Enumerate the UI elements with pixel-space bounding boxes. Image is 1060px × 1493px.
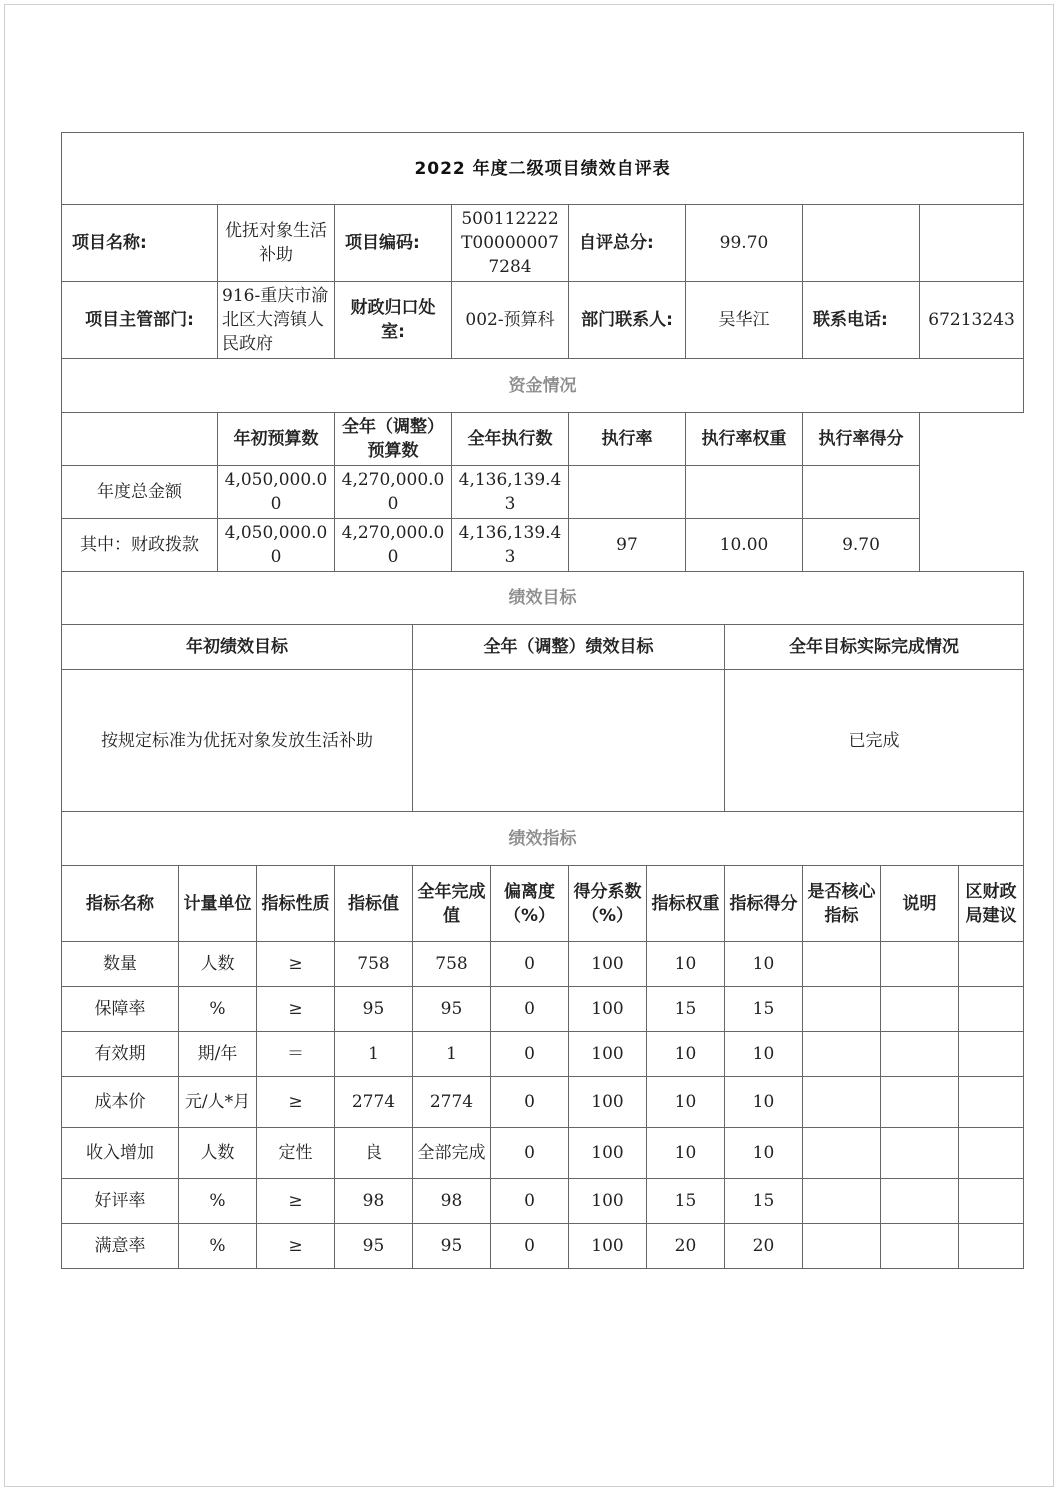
funds-cell	[686, 466, 803, 519]
goals-header: 全年目标实际完成情况	[725, 625, 1024, 670]
project-code-label: 项目编码:	[335, 205, 452, 282]
indicator-cell: %	[179, 1179, 257, 1224]
funds-header: 执行率权重	[686, 413, 803, 466]
indicator-cell: 2774	[335, 1077, 413, 1128]
indicator-cell: 有效期	[62, 1032, 179, 1077]
indicators-section-title: 绩效指标	[62, 812, 1024, 866]
project-name: 优抚对象生活补助	[218, 205, 335, 282]
indicator-cell: ＝	[257, 1032, 335, 1077]
indicator-cell: 100	[569, 942, 647, 987]
self-score: 99.70	[686, 205, 803, 282]
indicator-cell	[881, 987, 959, 1032]
indicator-cell: 95	[335, 1224, 413, 1269]
funds-header-blank	[62, 413, 218, 466]
indicator-cell: 人数	[179, 942, 257, 987]
indicator-cell: 收入增加	[62, 1128, 179, 1179]
indicator-header: 是否核心指标	[803, 866, 881, 942]
funds-cell	[569, 466, 686, 519]
goal-actual: 已完成	[725, 670, 1024, 812]
indicator-cell: 好评率	[62, 1179, 179, 1224]
indicator-cell	[803, 942, 881, 987]
funds-cell: 97	[569, 519, 686, 572]
funds-cell: 9.70	[803, 519, 920, 572]
funds-header: 全年（调整）预算数	[335, 413, 452, 466]
indicator-cell	[881, 1077, 959, 1128]
indicator-cell	[803, 987, 881, 1032]
funds-header: 全年执行数	[452, 413, 569, 466]
indicator-cell	[959, 1077, 1024, 1128]
funds-header: 执行率得分	[803, 413, 920, 466]
indicator-cell: 10	[725, 1032, 803, 1077]
indicator-cell	[959, 1128, 1024, 1179]
indicator-header: 指标权重	[647, 866, 725, 942]
indicator-cell: 0	[491, 1032, 569, 1077]
indicator-cell: ≥	[257, 987, 335, 1032]
indicator-cell: 1	[413, 1032, 491, 1077]
indicator-cell: 100	[569, 1128, 647, 1179]
finance-office-label: 财政归口处室:	[335, 282, 452, 359]
indicator-row	[62, 1128, 1024, 1179]
indicator-cell: 数量	[62, 942, 179, 987]
indicator-cell: 15	[647, 1179, 725, 1224]
indicator-cell: 15	[647, 987, 725, 1032]
funds-header: 年初预算数	[218, 413, 335, 466]
indicator-cell: 100	[569, 1179, 647, 1224]
indicator-cell: 758	[413, 942, 491, 987]
project-code: 500112222T000000077284	[452, 205, 569, 282]
indicator-cell: %	[179, 987, 257, 1032]
indicator-cell: 0	[491, 1179, 569, 1224]
funds-header: 执行率	[569, 413, 686, 466]
indicator-cell: 10	[647, 1128, 725, 1179]
indicator-cell: 2774	[413, 1077, 491, 1128]
indicator-cell: 0	[491, 987, 569, 1032]
indicator-cell: 10	[647, 942, 725, 987]
goals-section-title: 绩效目标	[62, 572, 1024, 625]
contact: 吴华江	[686, 282, 803, 359]
indicator-cell	[881, 1032, 959, 1077]
indicator-header: 得分系数（%）	[569, 866, 647, 942]
indicator-cell	[881, 1128, 959, 1179]
indicator-cell: 满意率	[62, 1224, 179, 1269]
indicator-cell: 100	[569, 1224, 647, 1269]
indicator-cell: ≥	[257, 942, 335, 987]
indicator-cell: 10	[725, 1077, 803, 1128]
indicator-cell: 10	[725, 942, 803, 987]
goal-adjusted	[413, 670, 725, 812]
phone-label: 联系电话:	[803, 282, 920, 359]
indicator-cell: 成本价	[62, 1077, 179, 1128]
goal-initial: 按规定标准为优抚对象发放生活补助	[62, 670, 413, 812]
indicator-header: 全年完成值	[413, 866, 491, 942]
indicator-cell	[959, 987, 1024, 1032]
indicator-cell	[803, 1179, 881, 1224]
indicator-cell: %	[179, 1224, 257, 1269]
indicator-cell	[881, 1224, 959, 1269]
indicator-cell: 良	[335, 1128, 413, 1179]
indicator-header: 区财政局建议	[959, 866, 1024, 942]
indicator-cell: 定性	[257, 1128, 335, 1179]
indicator-cell: 0	[491, 942, 569, 987]
indicator-cell: 全部完成	[413, 1128, 491, 1179]
phone: 67213243	[920, 282, 1024, 359]
indicator-header: 计量单位	[179, 866, 257, 942]
indicator-cell: 95	[335, 987, 413, 1032]
indicator-cell: 0	[491, 1224, 569, 1269]
funds-cell: 4,270,000.00	[335, 466, 452, 519]
indicator-cell: 15	[725, 1179, 803, 1224]
funds-cell: 4,050,000.00	[218, 466, 335, 519]
indicator-header: 指标得分	[725, 866, 803, 942]
indicator-cell: 元/人*月	[179, 1077, 257, 1128]
indicator-cell	[959, 942, 1024, 987]
indicator-cell: 758	[335, 942, 413, 987]
indicator-cell	[959, 1179, 1024, 1224]
funds-section-title: 资金情况	[62, 359, 1024, 413]
goals-header: 年初绩效目标	[62, 625, 413, 670]
indicator-cell: 10	[725, 1128, 803, 1179]
info-empty-2	[920, 205, 1024, 282]
indicator-cell: 98	[413, 1179, 491, 1224]
dept: 916-重庆市渝北区大湾镇人民政府	[218, 282, 335, 359]
indicator-cell: 20	[725, 1224, 803, 1269]
funds-cell: 4,050,000.00	[218, 519, 335, 572]
indicator-cell: ≥	[257, 1077, 335, 1128]
indicator-header: 指标名称	[62, 866, 179, 942]
funds-row-label: 年度总金额	[62, 466, 218, 519]
indicator-cell	[803, 1224, 881, 1269]
finance-office: 002-预算科	[452, 282, 569, 359]
indicator-row	[62, 1179, 1024, 1224]
indicator-cell	[959, 1032, 1024, 1077]
page-title: 2022 年度二级项目绩效自评表	[62, 133, 1024, 205]
indicator-cell: 期/年	[179, 1032, 257, 1077]
indicator-row	[62, 1032, 1024, 1077]
project-name-label: 项目名称:	[62, 205, 218, 282]
indicator-cell: 保障率	[62, 987, 179, 1032]
indicator-cell	[803, 1032, 881, 1077]
indicator-cell: 100	[569, 1077, 647, 1128]
funds-cell: 4,270,000.00	[335, 519, 452, 572]
funds-cell: 4,136,139.43	[452, 519, 569, 572]
indicator-cell: 95	[413, 987, 491, 1032]
funds-cell: 4,136,139.43	[452, 466, 569, 519]
indicator-row	[62, 1224, 1024, 1269]
indicator-header: 偏离度（%）	[491, 866, 569, 942]
indicator-cell: 10	[647, 1032, 725, 1077]
info-empty-1	[803, 205, 920, 282]
indicator-cell: 100	[569, 1032, 647, 1077]
indicator-header: 指标值	[335, 866, 413, 942]
indicator-cell: 0	[491, 1077, 569, 1128]
indicator-cell: ≥	[257, 1224, 335, 1269]
indicator-header: 说明	[881, 866, 959, 942]
indicator-row	[62, 1077, 1024, 1128]
indicator-cell	[959, 1224, 1024, 1269]
indicator-cell	[881, 942, 959, 987]
indicator-cell: 15	[725, 987, 803, 1032]
indicator-header: 指标性质	[257, 866, 335, 942]
indicator-cell: ≥	[257, 1179, 335, 1224]
indicator-cell	[881, 1179, 959, 1224]
indicator-cell: 10	[647, 1077, 725, 1128]
indicator-cell: 0	[491, 1128, 569, 1179]
indicator-cell	[803, 1128, 881, 1179]
funds-row-label: 其中：财政拨款	[62, 519, 218, 572]
indicator-cell	[803, 1077, 881, 1128]
indicator-row	[62, 942, 1024, 987]
indicator-cell: 1	[335, 1032, 413, 1077]
indicator-cell: 98	[335, 1179, 413, 1224]
evaluation-form	[61, 132, 1024, 1269]
funds-cell	[803, 466, 920, 519]
indicator-cell: 人数	[179, 1128, 257, 1179]
funds-cell: 10.00	[686, 519, 803, 572]
indicator-cell: 95	[413, 1224, 491, 1269]
self-score-label: 自评总分:	[569, 205, 686, 282]
dept-label: 项目主管部门:	[62, 282, 218, 359]
contact-label: 部门联系人:	[569, 282, 686, 359]
indicator-cell: 100	[569, 987, 647, 1032]
indicator-row	[62, 987, 1024, 1032]
indicator-cell: 20	[647, 1224, 725, 1269]
goals-header: 全年（调整）绩效目标	[413, 625, 725, 670]
